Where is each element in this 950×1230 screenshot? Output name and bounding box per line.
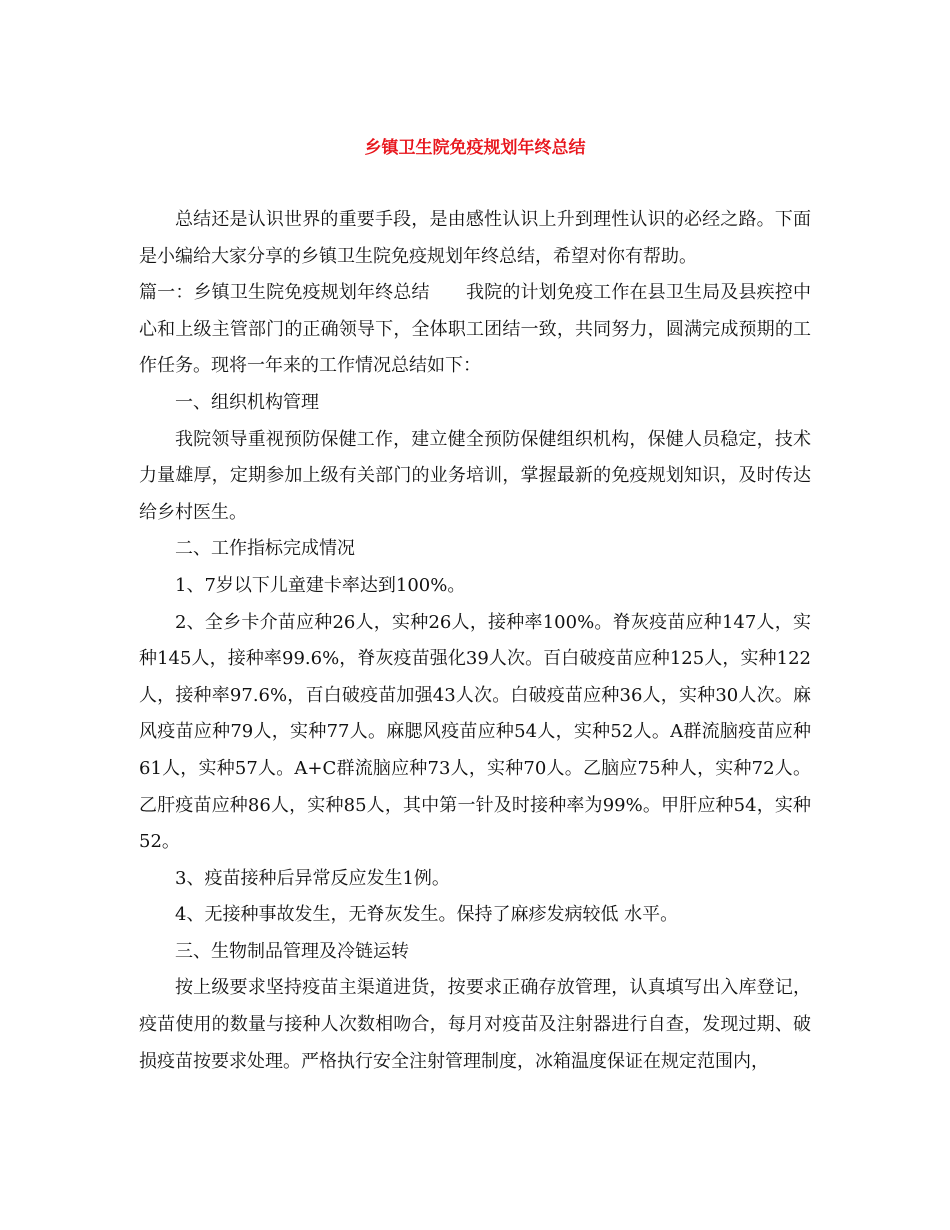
intro-paragraph: 总结还是认识世界的重要手段，是由感性认识上升到理性认识的必经之路。下面是小编给大家分享的乡镇卫生院免疫规划年终总结，希望对你有帮助。: [139, 209, 811, 267]
indicator-item-2: 2、全乡卡介苗应种26人，实种26人，接种率100%。脊灰疫苗应种147人，实种145人，接种率99.6%，脊灰疫苗强化39人次。百白破疫苗应种125人，实种122人，接种率97.6%，百白破疫苗加强43人次。白破疫苗应种36人，实种30人次。麻风疫苗应种79人，实种77人。麻腮风疫苗应种54人，实种52人。A群流脑疫苗应种61人，实种57人。A+C群流脑应种73人，实种70人。乙脑应75种人，实种72人。乙肝疫苗应种86人，实种85人，其中第一针及时接种率为99%。甲肝应种54，实种52。: [139, 611, 811, 853]
indicator-item-4: 4、无接种事故发生，无脊灰发生。保持了麻疹发病较低 水平。: [175, 904, 679, 926]
organization-paragraph: 我院领导重视预防保健工作，建立健全预防保健组织机构，保健人员稳定，技术力量雄厚，定期参加上级有关部门的业务培训，掌握最新的免疫规划知识，及时传达给乡村医生。: [139, 428, 811, 523]
heading-indicators: 二、工作指标完成情况: [175, 538, 355, 560]
document-body: [139, 202, 811, 1080]
section-intro-paragraph: 篇一：乡镇卫生院免疫规划年终总结 我院的计划免疫工作在县卫生局及县疾控中心和上级主管部门的正确领导下，全体职工团结一致，共同努力，圆满完成预期的工作任务。现将一年来的工作情况总结如下：: [139, 282, 811, 377]
indicator-item-3: 3、疫苗接种后异常反应发生1例。: [175, 867, 450, 889]
heading-cold-chain: 三、生物制品管理及冷链运转: [175, 940, 409, 962]
cold-chain-paragraph: 按上级要求坚持疫苗主渠道进货，按要求正确存放管理，认真填写出入库登记，疫苗使用的数量与接种人次数相吻合，每月对疫苗及注射器进行自查，发现过期、破损疫苗按要求处理。严格执行安全注射管理制度，冰箱温度保证在规定范围内，: [139, 977, 811, 1072]
heading-organization: 一、组织机构管理: [175, 391, 319, 413]
indicator-item-1: 1、7岁以下儿童建卡率达到100%。: [175, 574, 466, 596]
document-title: 乡镇卫生院免疫规划年终总结: [364, 138, 586, 158]
